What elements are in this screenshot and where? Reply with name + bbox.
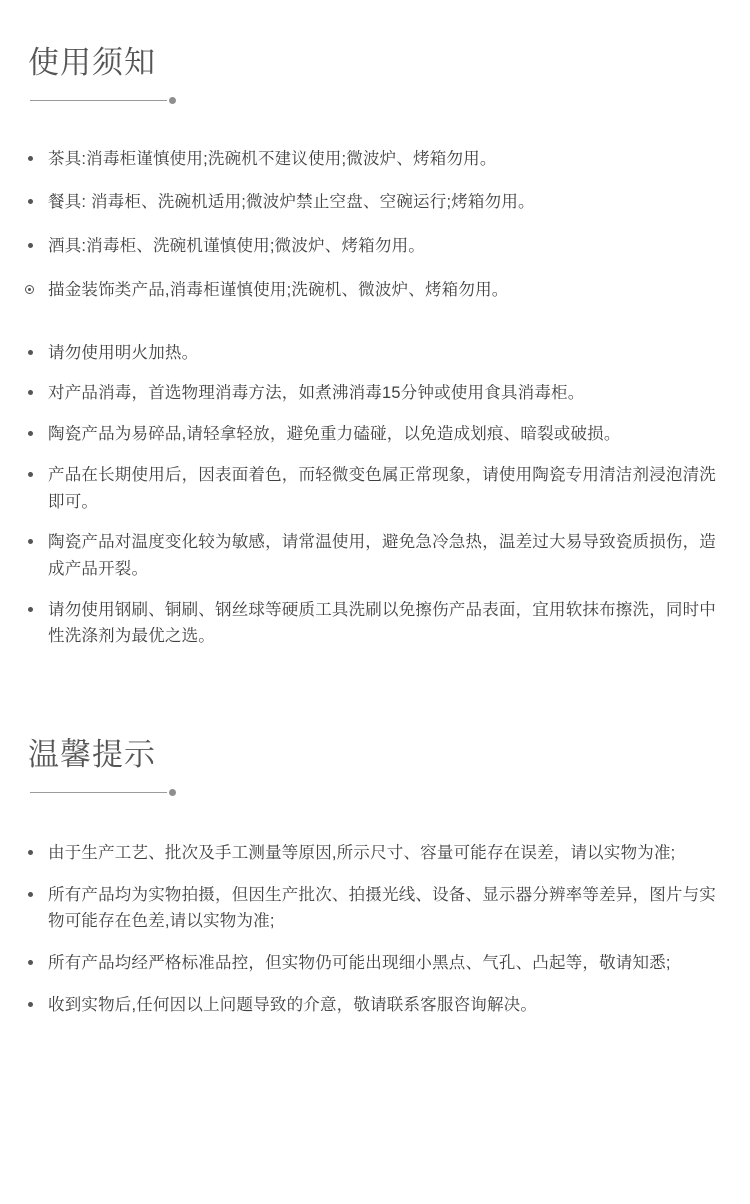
bullet-dot-icon [28,350,33,355]
bullet-dot-icon [28,960,33,965]
list-item [22,340,728,367]
list-item-label: 对产品消毒，首选物理消毒方法，如煮沸消毒15分钟或使用食具消毒柜。 [48,384,585,403]
bullet-dot-icon [28,539,33,544]
tips-list [22,840,728,1019]
section-header [22,692,728,796]
list-item-label: 陶瓷产品对温度变化较为敏感，请常温使用，避免急冷急热，温差过大易导致瓷质损伤，造成产品开裂。 [48,533,716,578]
underline-dot-icon [169,97,176,104]
bullet-dot-icon [28,1002,33,1007]
bullet-dot-icon [28,850,33,855]
list-item-label: 所有产品均经严格标准品控，但实物仍可能出现细小黑点、气孔、凸起等，敬请知悉; [48,954,671,972]
title-underline [30,97,176,104]
list-item [22,233,728,260]
list-item-label: 描金装饰类产品,消毒柜谨慎使用;洗碗机、微波炉、烤箱勿用。 [48,280,509,299]
section-usage-notice [22,0,728,650]
list-item [22,882,728,935]
list-item-label: 茶具:消毒柜谨慎使用;洗碗机不建议使用;微波炉、烤箱勿用。 [48,149,497,168]
list-item-label: 产品在长期使用后，因表面着色，而轻微变色属正常现象，请使用陶瓷专用清洁剂浸泡清洗即可。 [48,465,716,511]
bullet-dot-icon [28,199,33,204]
list-item [22,189,728,216]
bullet-ring-icon [25,285,34,294]
list-item-label: 由于生产工艺、批次及手工测量等原因,所示尺寸、容量可能存在误差，请以实物为准; [48,843,676,862]
list-item [22,421,728,448]
list-item [22,380,728,407]
bullet-dot-icon [28,156,33,161]
section-warm-tips [22,692,728,1018]
underline-line [30,792,167,793]
list-item [22,146,728,173]
bullet-dot-icon [28,390,33,395]
title-underline [30,789,176,796]
list-item-label: 请勿使用钢刷、铜刷、钢丝球等硬质工具洗刷以免擦伤产品表面，宜用软抹布擦洗，同时中性洗涤剂为最优之选。 [48,600,716,646]
bullet-dot-icon [28,472,33,477]
list-item [22,840,728,867]
section-header [22,0,728,104]
list-item [22,597,728,650]
underline-dot-icon [169,789,176,796]
tableware-list [22,146,728,304]
list-item-label: 陶瓷产品为易碎品,请轻拿轻放，避免重力磕碰，以免造成划痕、暗裂或破损。 [48,425,621,444]
bottom-spacer [22,1033,728,1073]
list-item [22,950,728,977]
bullet-dot-icon [28,892,33,897]
list-item-label: 酒具:消毒柜、洗碗机谨慎使用;微波炉、烤箱勿用。 [48,237,425,256]
list-item [22,277,728,304]
list-item [22,992,728,1019]
list-item-label: 餐具: 消毒柜、洗碗机适用;微波炉禁止空盘、空碗运行;烤箱勿用。 [48,193,535,212]
list-item [22,462,728,515]
list-item [22,529,728,582]
section-title: 温馨提示 [28,737,156,773]
list-item-label: 请勿使用明火加热。 [48,343,199,362]
care-list [22,340,728,650]
underline-line [30,100,167,101]
list-item-label: 所有产品均为实物拍摄，但因生产批次、拍摄光线、设备、显示器分辨率等差异，图片与实物可能存在色差,请以实物为准; [48,885,716,931]
bullet-dot-icon [28,607,33,612]
bullet-dot-icon [28,431,33,436]
bullet-dot-icon [28,243,33,248]
page-title: 使用须知 [28,45,156,80]
list-item-label: 收到实物后,任何因以上问题导致的介意，敬请联系客服咨询解决。 [48,995,538,1014]
